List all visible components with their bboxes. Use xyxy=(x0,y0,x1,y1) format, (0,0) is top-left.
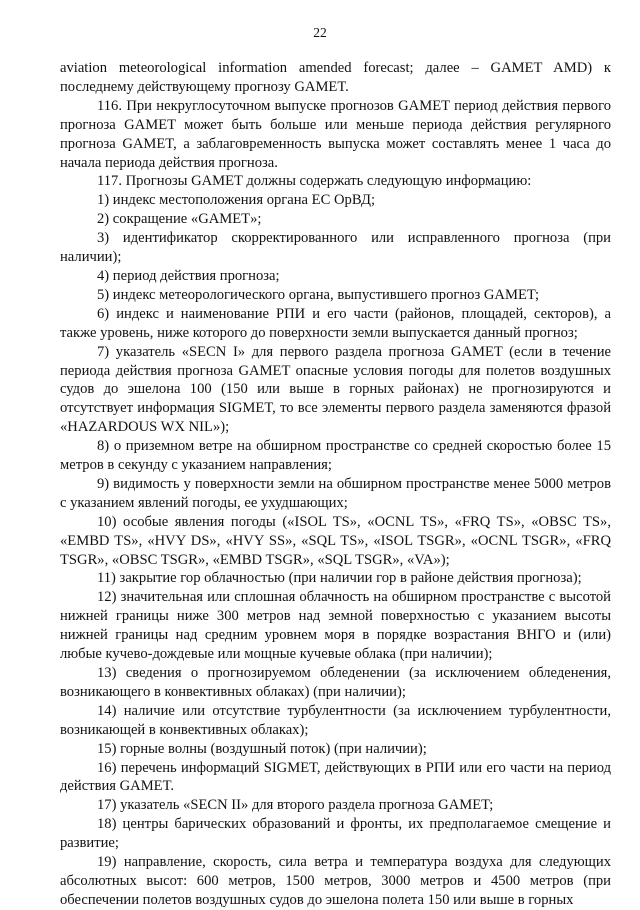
list-item: 4) период действия прогноза; xyxy=(97,267,280,284)
list-item: 17) указатель «SECN II» для второго раздела прогноза GAMET; xyxy=(97,797,494,814)
list-item: 13) сведения о прогнозируемом обледенении (за исключением обледенения, возникающего в конвективных облаках) (при наличии); xyxy=(60,665,611,700)
list-item: 11) закрытие гор облачностью (при наличии гор в районе действия прогноза); xyxy=(97,570,582,587)
list-item: 1) индекс местоположения органа ЕС ОрВД; xyxy=(97,192,376,209)
document-body xyxy=(60,59,611,910)
list-item: 10) особые явления погоды («ISOL TS», «OCNL TS», «FRQ TS», «OBSC TS», «EMBD TS», «HVY DS», «HVY SS», «SQL TS», «ISOL TSGR», «OCNL TSGR», «FRQ TSGR», «OBSC TSGR», «EMBD TSGR», «SQL TSGR», «VA»); xyxy=(60,513,611,568)
list-item: 2) сокращение «GAMET»; xyxy=(97,211,262,228)
list-item: 19) направление, скорость, сила ветра и температура воздуха для следующих абсолютных высот: 600 метров, 1500 метров, 3000 метров и 4500 метров (при обеспечении полетов воздушных судов до эшелона полета 150 или выше в горных xyxy=(60,854,611,908)
list-item: 8) о приземном ветре на обширном пространстве со средней скоростью более 15 метров в секунду с указанием направления; xyxy=(60,438,611,474)
list-item: 12) значительная или сплошная облачность на обширном пространстве с высотой нижней границы ниже 300 метров над земной поверхностью с указанием высоты нижней границы над средним уровнем моря в порядке возрастания ВНГО и (или) любые кучево-дождевые или мощные кучевые облака (при наличии); xyxy=(60,589,611,663)
page-number: 22 xyxy=(313,25,327,40)
list-item: 16) перечень информаций SIGMET, действующих в РПИ или его части на период действия GAMET. xyxy=(60,759,611,795)
paragraph: 116. При некруглосуточном выпуске прогнозов GAMET период действия первого прогноза GAMET может быть больше или меньше периода действия регулярного прогноза GAMET, а заблаговременность выпуска может составлять менее 1 часа до начала периода действия прогноза. xyxy=(60,97,611,171)
list-item: 9) видимость у поверхности земли на обширном пространстве менее 5000 метров с указанием явлений погоды, ее ухудшающих; xyxy=(60,475,611,511)
list-item: 14) наличие или отсутствие турбулентности (за исключением турбулентности, возникающей в конвективных облаках); xyxy=(60,702,611,738)
list-item: 7) указатель «SECN I» для первого раздела прогноза GAMET (если в течение периода действия прогноза GAMET опасные условия погоды для полетов воздушных судов до эшелона 100 (150 или выше в горных районах) не прогнозируются и отсутствует информация SIGMET, то все элементы первого раздела заменяются фразой «HAZARDOUS WX NIL»); xyxy=(60,343,611,436)
list-item: 18) центры барических образований и фронты, их предполагаемое смещение и развитие; xyxy=(60,816,611,852)
list-item: 5) индекс метеорологического органа, выпустившего прогноз GAMET; xyxy=(97,286,540,303)
list-item: 3) идентификатор скорректированного или исправленного прогноза (при наличии); xyxy=(60,230,611,266)
list-item: 15) горные волны (воздушный поток) (при наличии); xyxy=(97,740,427,757)
paragraph: 117. Прогнозы GAMET должны содержать следующую информацию: xyxy=(97,173,532,190)
paragraph: aviation meteorological information amended forecast; далее – GAMET AMD) к последнему действующему прогнозу GAMET. xyxy=(60,60,611,95)
list-item: 6) индекс и наименование РПИ и его части (районов, площадей, секторов), а также уровень, ниже которого до поверхности земли выпускается данный прогноз; xyxy=(60,305,611,341)
